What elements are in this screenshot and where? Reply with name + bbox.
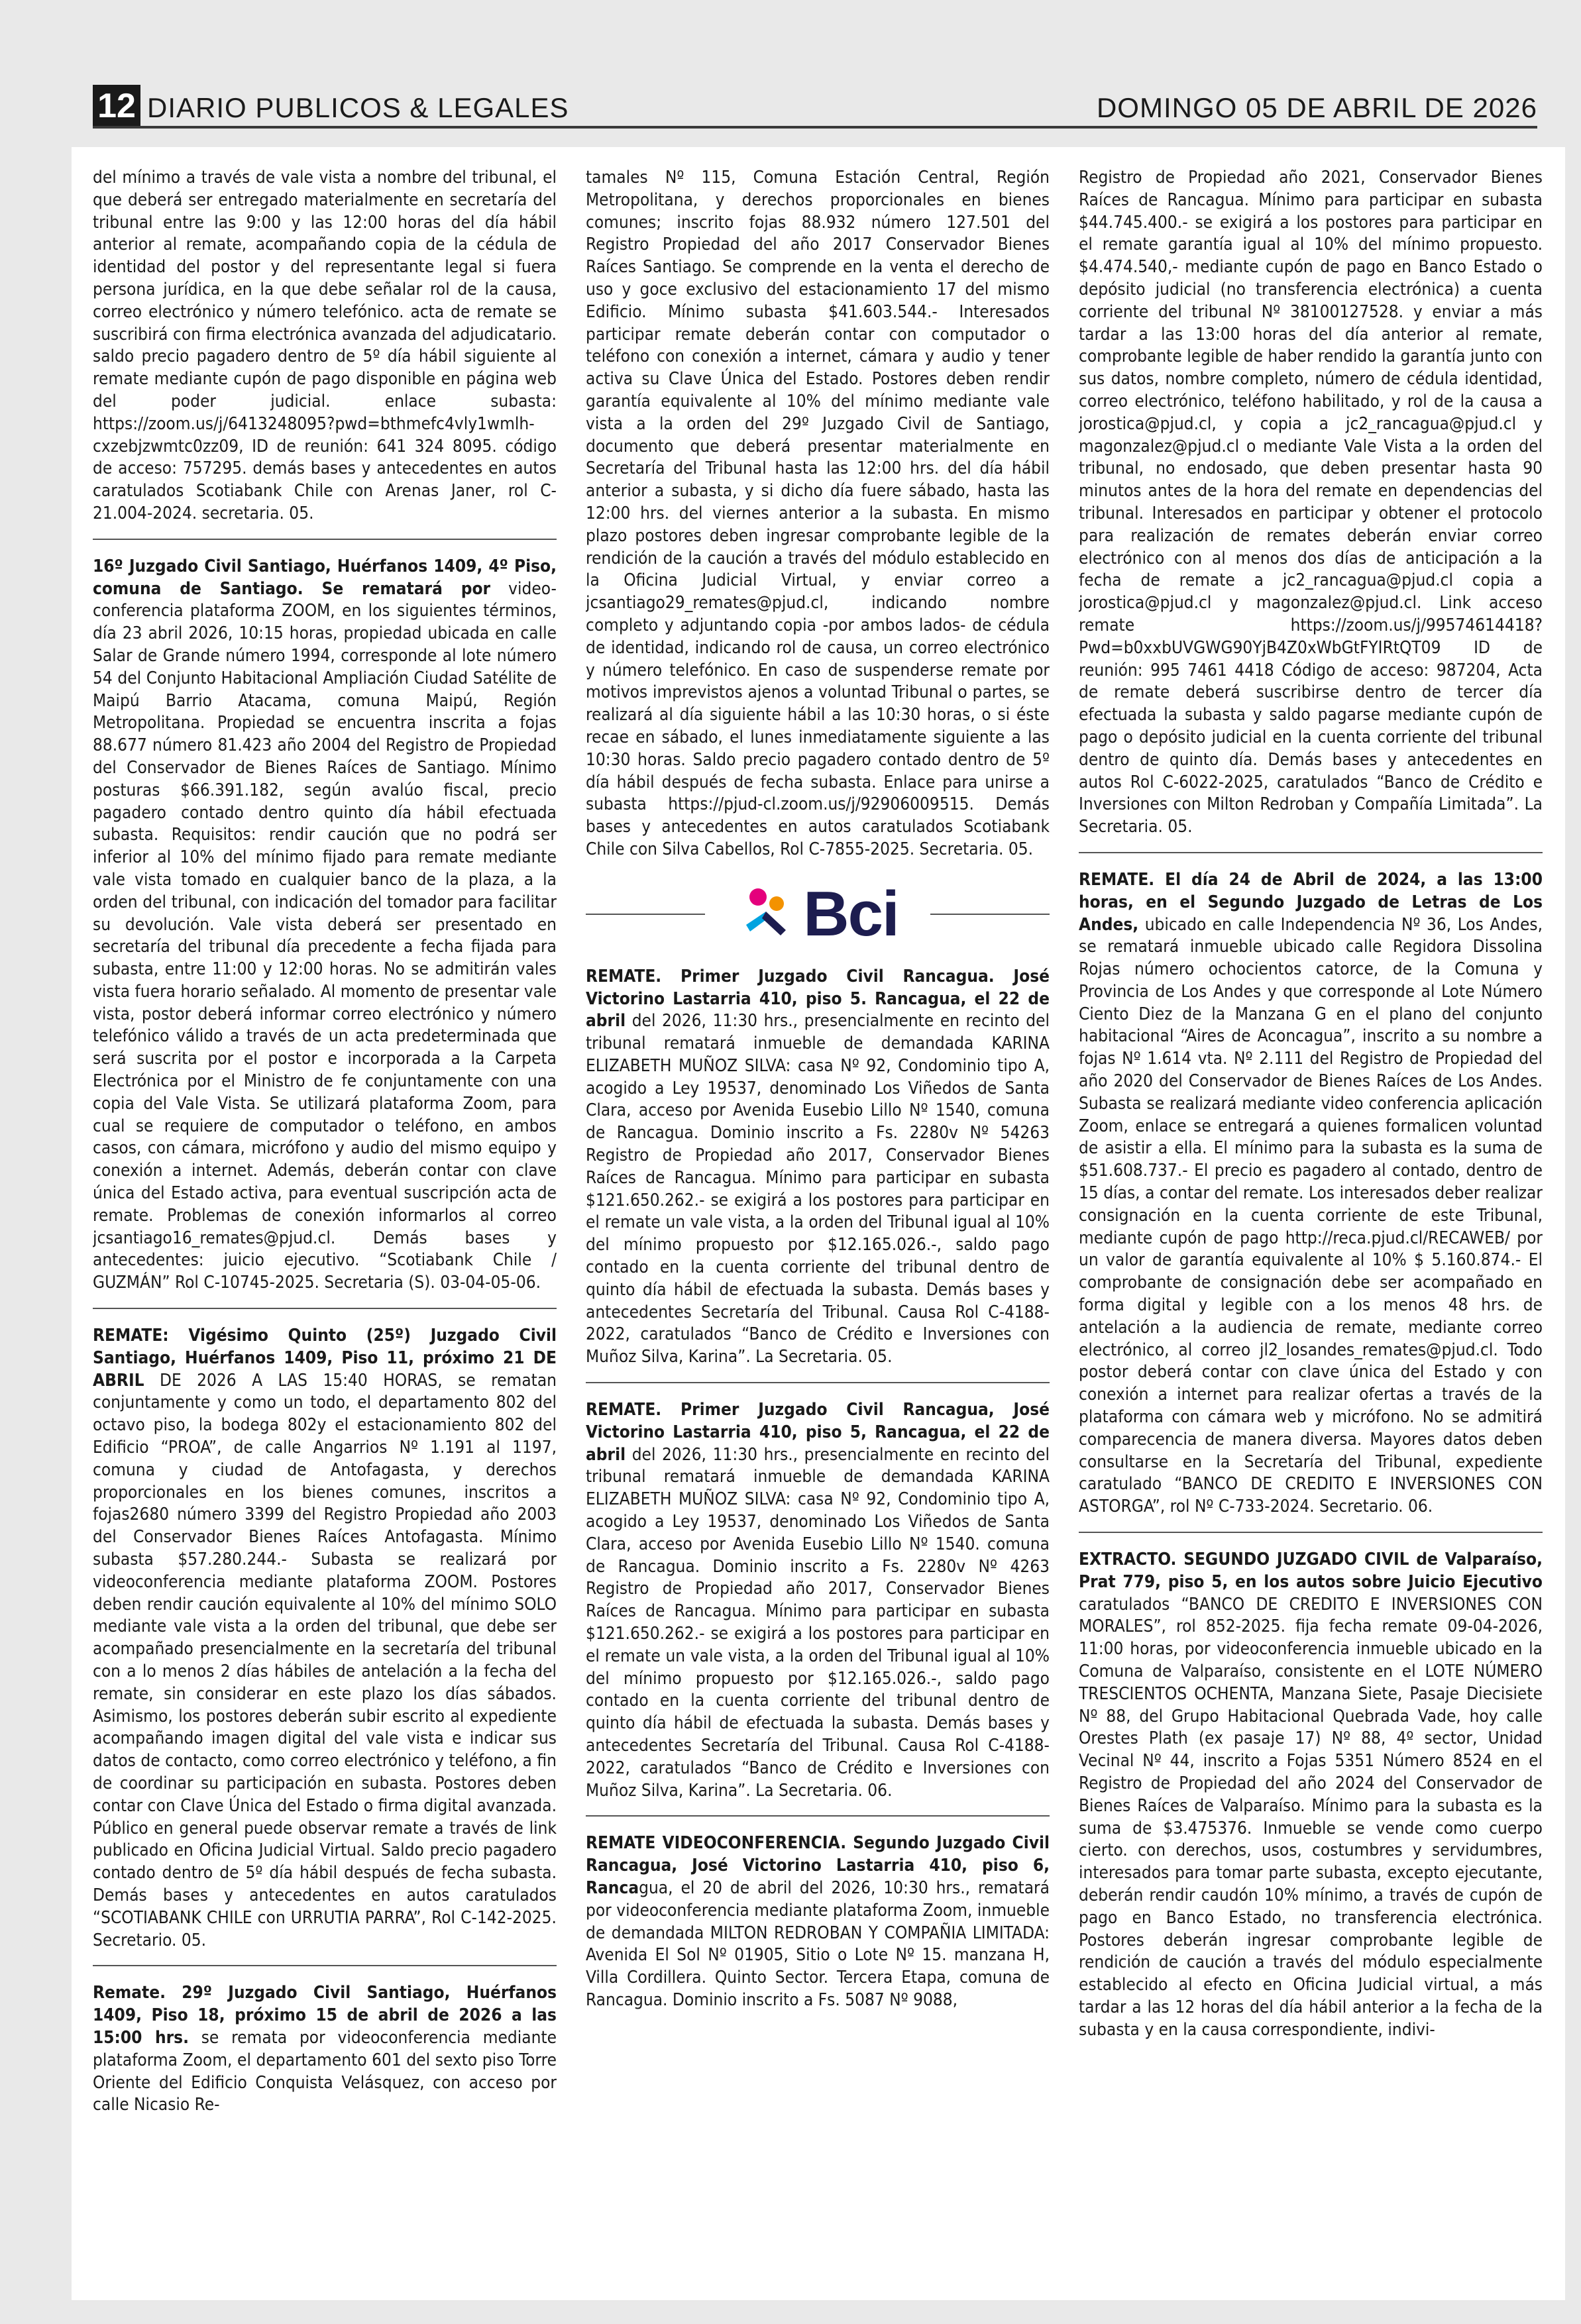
- header-divider: [93, 126, 1537, 129]
- page-sheet: [72, 147, 1565, 2300]
- bci-logo-icon: [737, 884, 798, 945]
- legal-notice: [93, 1982, 557, 2117]
- notice-body: caratulados “BANCO DE CREDITO E INVERSIONES CON MORALES”, rol 852-2025. fija fecha remate 09-04-2026, 11:00 horas, por videoconferencia inmueble ubicado en la Comuna de Valparaíso, consistente en el LOTE NÚMERO TRESCIENTOS OCHENTA, Manzana Siete, Pasaje Diecisiete Nº 88, del Grupo Habitacional Quebrada Vade, hoy calle Orestes Plath (ex pasaje 17) Nº 88, 4º sector, Unidad Vecinal Nº 44, inscrito a Fojas 5351 Número 8524 en el Registro de Propiedad del año 2024 del Conservador de Bienes Raíces de Valparaíso. Mínimo para la subasta es la suma de $3.475376. Inmueble se vende como cuerpo cierto. con derechos, usos, costumbres y servidumbres, interesados para tomar parte subasta, excepto ejecutante, deberán rendir caudón 10% mínimo, a través de cupón de pago en Banco Estado, no transferencia electrónica. Postores deberán ingresar comprobante legible de rendición de caución a través del módulo especialmente establecido al efecto en Oficina Judicial virtual, a más tardar a las 12 horas del día hábil anterior a la fecha de la subasta y en la causa correspondiente, indivi-: [1079, 1594, 1543, 2040]
- notice-heading: EXTRACTO. SEGUNDO JUZGADO CIVIL de Valparaíso, Prat 779, piso 5, en los autos sobre Juicio Ejecutivo: [1079, 1550, 1543, 1592]
- legal-notice: [93, 556, 557, 1294]
- notice-divider: [93, 1965, 557, 1966]
- column-2-bottom: [586, 966, 1050, 2012]
- notice-divider: [586, 1382, 1050, 1383]
- legal-notice: [586, 1832, 1050, 2011]
- notice-divider: [93, 539, 557, 540]
- notice-divider: [586, 1815, 1050, 1817]
- logo-rule-left: [586, 914, 705, 915]
- notice-body: DE 2026 A LAS 15:40 HORAS, se rematan conjuntamente y como un todo, el departamento 802 del octavo piso, la bodega 802y el estacionamiento 802 del Edificio “PROA”, de calle Angarrios Nº 1.191 al 1197, comuna y ciudad de Antofagasta, y derechos proporcionales en los bienes comunes, inscritos a fojas2680 número 3399 del Registro Propiedad año 2003 del Conservador Bienes Raíces Antofagasta. Mínimo subasta $57.280.244.- Subasta se realizará por videoconferencia mediante plataforma ZOOM. Postores deben rendir caución equivalente al 10% del mínimo SOLO mediante vale vista a la orden del tribunal, que debe ser acompañado presencialmente en la secretaría del tribunal con a lo menos 2 días hábiles de antelación a la fecha del remate, sin considerar en este plazo los días sábados. Asimismo, los postores deberán subir escrito al expediente acompañando imagen digital del vale vista e indicar sus datos de contacto, como correo electrónico y teléfono, a fin de coordinar su participación en subasta. Postores deben contar con Clave Única del Estado o firma digital avanzada. Público en general puede observar remate a través de link publicado en Oficina Judicial Virtual. Saldo precio pagadero contado dentro de 5º día hábil después de fecha subasta. Demás bases y antecedentes en autos caratulados “SCOTIABANK CHILE con URRUTIA PARRA”, Rol C-142-2025. Secretario. 05.: [93, 1370, 557, 1950]
- legal-notice: [1079, 869, 1543, 1518]
- notice-body: gua, el 20 de abril del 2026, 10:30 hrs., rematará por videoconferencia mediante plataforma Zoom, inmueble de demandada MILTON REDROBAN Y COMPAÑIA LIMITADA: Avenida El Sol Nº 01905, Sitio o Lote Nº 15. manzana H, Villa Cordillera. Quinto Sector. Tercera Etapa, comuna de Rancagua. Dominio inscrito a Fs. 5087 Nº 9088,: [586, 1877, 1050, 2010]
- paper-title: DIARIO PUBLICOS & LEGALES: [147, 92, 569, 123]
- notice-heading: REMATE: Vigésimo Quinto (25º) Juzgado Civil Santiago, Huérfanos 1409, Piso 11, próximo 21 DE ABRIL: [93, 1326, 557, 1391]
- notice-body: se remata por videoconferencia mediante plataforma Zoom, el departamento 601 del sexto piso Torre Oriente del Edificio Conquista Velásquez, con acceso por calle Nicasio Re-: [93, 2027, 557, 2115]
- legal-notice: [1079, 1549, 1543, 2042]
- notice-heading: REMATE. El día 24 de Abril de 2024, a las 13:00 horas, en el Segundo Juzgado de Letras de Los Andes,: [1079, 869, 1543, 935]
- legal-notice: [1079, 167, 1543, 839]
- issue-date: DOMINGO 05 DE ABRIL DE 2026: [1096, 92, 1537, 123]
- notice-body: Registro de Propiedad año 2021, Conservador Bienes Raíces de Rancagua. Mínimo para participar en subasta $44.745.400.- se exigirá a los postores para participar en el remate garantía igual al 10% del mínimo propuesto. $4.474.540,- mediante cupón de pago en Banco Estado o depósito judicial (no transferencia electrónica) a cuenta corriente del tribunal Nº 38100127528. y enviar a más tardar a las 13:00 horas del día anterior al remate, comprobante legible de haber rendido la garantía junto con sus datos, nombre completo, número de cédula identidad, correo electrónico, teléfono habilitado, y rol de la causa a jorostica@pjud.cl, y copia a jc2_rancagua@pjud.cl y magonzalez@pjud.cl o mediante Vale Vista a la orden del tribunal, no endosado, que deben presentar hasta 90 minutos antes de la hora del remate en dependencias del tribunal. Interesados en participar y obtener el protocolo para realización de remates deberán enviar correo electrónico con al menos dos días de anticipación a la fecha de remate a jc2_rancagua@pjud.cl copia a jorostica@pjud.cl y magonzalez@pjud.cl. Link acceso remate https://zoom.us/j/99574614418?Pwd=b0xxbUVGWG90YjB4Z0xWbGtFYIRtQT09 ID de reunión: 995 7461 4418 Código de acceso: 987204, Acta de remate deberá suscribirse dentro de tercer día efectuada la subasta y saldo pagarse mediante cupón de pago o depósito judicial en la cuenta corriente del tribunal dentro de quinto día. Demás bases y antecedentes en autos Rol C-6022-2025, caratulados “Banco de Crédito e Inversiones con Milton Redroban y Compañía Limitada”. La Secretaria. 05.: [1079, 168, 1543, 837]
- legal-notice: [586, 167, 1050, 861]
- legal-notice: [586, 966, 1050, 1369]
- legal-notice: [93, 1325, 557, 1952]
- bank-logo-row: [586, 874, 1050, 954]
- column-2: [586, 167, 1050, 2294]
- column-3: [1079, 167, 1543, 2294]
- logo-rule-right: [930, 914, 1050, 915]
- notice-body: video-conferencia plataforma ZOOM, en los siguientes términos, día 23 abril 2026, 10:15 horas, propiedad ubicada en calle Salar de Grande número 1994, corresponde al lote número 54 del Conjunto Habitacional Ampliación Ciudad Satélite de Maipú Barrio Atacama, comuna Maipú, Región Metropolitana. Propiedad se encuentra inscrita a fojas 88.677 número 81.423 año 2004 del Registro de Propiedad del Conservador de Bienes Raíces de Santiago. Mínimo posturas $66.391.182, según avalúo fiscal, precio pagadero contado dentro quinto día hábil efectuada subasta. Requisitos: rendir caución que no podrá ser inferior al 10% del mínimo fijado para remate mediante vale vista tomado en cualquier banco de la plaza, a la orden del tribunal, con indicación del tomador para facilitar su devolución. Vale vista deberá ser presentado en secretaría del tribunal día precedente a fecha fijada para subasta, entre 11:00 y 12:00 horas. No se admitirán vales vista fuera horario señalado. Al momento de presentar vale vista, postor deberá informar correo electrónico y número telefónico válido a través de un acta predeterminada que será suscrita por el postor e incorporada a la Carpeta Electrónica por el Ministro de fe conjuntamente con una copia del Vale Vista. Se utilizará plataforma Zoom, para cual se requiere de computador o teléfono, en ambos casos, con cámara, micrófono y audio del mismo equipo y conexión a internet. Además, deberán contar con clave única del Estado activa, para eventual suscripción acta de remate. Problemas de conexión informarlos al correo jcsantiago16_remates@pjud.cl. Demás bases y antecedentes: juicio ejecutivo. “Scotiabank Chile / GUZMÁN” Rol C-10745-2025. Secretaria (S). 03-04-05-06.: [93, 578, 557, 1293]
- notice-heading: REMATE. Primer Juzgado Civil Rancagua, José Victorino Lastarria 410, piso 5, Rancagua, el 22 de abril: [586, 1400, 1050, 1465]
- column-1: [93, 167, 557, 2294]
- page-header: [93, 85, 1537, 127]
- notice-heading: REMATE. Primer Juzgado Civil Rancagua. José Victorino Lastarria 410, piso 5. Rancagua, el 22 de abril: [586, 966, 1050, 1031]
- notice-body: ubicado en calle Independencia Nº 36, Los Andes, se rematará inmueble ubicado calle Regidora Dissolina Rojas número ochocientos catorce, de la Comuna y Provincia de Los Andes y que corresponde al Lote Número Ciento Diez de la Manzana G en el plano del conjunto habitacional “Aires de Aconcagua”, inscrito a su nombre a fojas Nº 1.614 vta. Nº 2.111 del Registro de Propiedad del año 2020 del Conservador de Bienes Raíces de Los Andes. Subasta se realizará mediante video conferencia aplicación Zoom, enlace se entregará a quienes formalicen voluntad de asistir a ella. El mínimo para la subasta es la suma de $51.608.737.- El precio es pagadero al contado, dentro de 15 días, a contar del remate. Los interesados deber realizar consignación en la cuenta corriente de este Tribunal, mediante cupón de pago http://reca.pjud.cl/RECAWEB/ por un valor de garantía equivalente al 10% $ 5.160.874.- El comprobante de consignación debe ser acompañado en forma digital y legible con a los menos 48 hrs. de antelación a la audiencia de remate, mediante correo electrónico, al correo jl2_losandes_remates@pjud.cl. Todo postor deberá contar con clave única del Estado y con conexión a internet para realizar ofertas a través de la plataforma con cámara web y micrófono. No se admitirá comparecencia de manera diversa. Mayores datos deben consultarse en la Secretaría del Tribunal, expediente caratulado “BANCO DE CREDITO E INVERSIONES CON ASTORGA”, rol Nº C-733-2024. Secretario. 06.: [1079, 914, 1543, 1517]
- notice-divider: [93, 1308, 557, 1309]
- notice-heading: REMATE VIDEOCONFERENCIA. Segundo Juzgado Civil Rancagua, José Victorino Lastarria 410, piso 6, Ranca: [586, 1833, 1050, 1898]
- column-2-top: [586, 167, 1050, 861]
- notice-body: del 2026, 11:30 hrs., presencialmente en recinto del tribunal rematará inmueble de demandada KARINA ELIZABETH MUÑOZ SILVA: casa Nº 92, Condominio tipo A, acogido a Ley 19537, denominado Los Viñedos de Santa Clara, acceso por Avenida Eusebio Lillo Nº 1540. comuna de Rancagua. Dominio inscrito a Fs. 2280v Nº 4263 Registro de Propiedad año 2017, Conservador Bienes Raíces de Rancagua. Mínimo para participar en subasta $121.650.262.- se exigirá a los postores para participar en el remate un vale vista, a la orden del Tribunal igual al 10% del mínimo propuesto por $12.165.026.-, saldo pago contado en la cuenta corriente del tribunal dentro de quinto día hábil de efectuada la subasta. Demás bases y antecedentes Secretaría del Tribunal. Causa Rol C-4188-2022, caratulados “Banco de Crédito e Inversiones con Muñoz Silva, Karina”. La Secretaria. 06.: [586, 1444, 1050, 1801]
- page-number: 12: [93, 85, 140, 127]
- notice-divider: [1079, 852, 1543, 853]
- bci-logo: [737, 878, 899, 949]
- notice-body: del 2026, 11:30 hrs., presencialmente en recinto del tribunal rematará inmueble de demandada KARINA ELIZABETH MUÑOZ SILVA: casa Nº 92, Condominio tipo A, acogido a Ley 19537, denominado Los Viñedos de Santa Clara, acceso por Avenida Eusebio Lillo Nº 1540, comuna de Rancagua. Dominio inscrito a Fs. 2280v Nº 54263 Registro de Propiedad año 2017, Conservador Bienes Raíces de Rancagua. Mínimo para participar en subasta $121.650.262.- se exigirá a los postores para participar en el remate un vale vista, a la orden del Tribunal igual al 10% del mínimo propuesto por $12.165.026.-, saldo pago contado en la cuenta corriente del tribunal dentro de quinto día hábil de efectuada la subasta. Demás bases y antecedentes Secretaría del Tribunal. Causa Rol C-4188-2022, caratulados “Banco de Crédito e Inversiones con Muñoz Silva, Karina”. La Secretaria. 05.: [586, 1011, 1050, 1367]
- legal-notice: [586, 1399, 1050, 1802]
- bci-logo-text: Bci: [803, 878, 899, 949]
- notice-body: del mínimo a través de vale vista a nombre del tribunal, el que deberá ser entregado materialmente en secretaría del tribunal entre las 9:00 y las 12:00 horas del día hábil anterior al remate, acompañando copia de la cédula de identidad del postor y del representante legal si fuera persona jurídica, en la que debe señalar rol de la causa, correo electrónico y número telefónico. acta de remate se suscribirá con firma electrónica avanzada del adjudicatario. saldo precio pagadero dentro de 5º día hábil siguiente al remate mediante cupón de pago disponible en página web del poder judicial. enlace subasta: https://zoom.us/j/6413248095?pwd=bthmefc4vly1wmlh-cxzebjzwmtc0zz09, ID de reunión: 641 324 8095. código de acceso: 757295. demás bases y antecedentes en autos caratulados Scotiabank Chile con Arenas Janer, rol C-21.004-2024. secretaria. 05.: [93, 168, 557, 523]
- notice-heading: 16º Juzgado Civil Santiago, Huérfanos 1409, 4º Piso, comuna de Santiago. Se rematará por: [93, 556, 557, 599]
- notice-heading: Remate. 29º Juzgado Civil Santiago, Huérfanos 1409, Piso 18, próximo 15 de abril de 2026 a las 15:00 hrs.: [93, 1983, 557, 2048]
- legal-notice: [93, 167, 557, 525]
- notice-divider: [1079, 1532, 1543, 1533]
- notice-body: tamales Nº 115, Comuna Estación Central, Región Metropolitana, y derechos proporcionales en bienes comunes; inscrito fojas 88.932 número 127.501 del Registro Propiedad del año 2017 Conservador Bienes Raíces Santiago. Se comprende en la venta el derecho de uso y goce exclusivo del estacionamiento 17 del mismo Edificio. Mínimo subasta $41.603.544.- Interesados participar remate deberán contar con computador o teléfono con conexión a internet, cámara y audio y tener activa su Clave Única del Estado. Postores deben rendir garantía equivalente al 10% del mínimo mediante vale vista a la orden del 29º Juzgado Civil de Santiago, documento que deberá presentar materialmente en Secretaría del Tribunal hasta las 12:00 hrs. del día hábil anterior a subasta, y si dicho día fuere sábado, hasta las 12:00 hrs. del viernes anterior a la subasta. En mismo plazo postores deben ingresar comprobante legible de la rendición de la caución a través del módulo establecido en la Oficina Judicial Virtual, y enviar correo a jcsantiago29_remates@pjud.cl, indicando nombre completo y adjuntando copia -por ambos lados- de cédula de identidad, indicando rol de causa, un correo electrónico y número telefónico. En caso de suspenderse remate por motivos imprevistos ajenos a voluntad Tribunal o partes, se realizará al día siguiente hábil a las 10:30 horas, o si éste recae en sábado, el lunes inmediatamente siguiente a las 10:30 horas. Saldo precio pagadero contado dentro de 5º día hábil después de fecha subasta. Enlace para unirse a subasta https://pjud-cl.zoom.us/j/92906009515. Demás bases y antecedentes en autos caratulados Scotiabank Chile con Silva Cabellos, Rol C-7855-2025. Secretaria. 05.: [586, 168, 1050, 859]
